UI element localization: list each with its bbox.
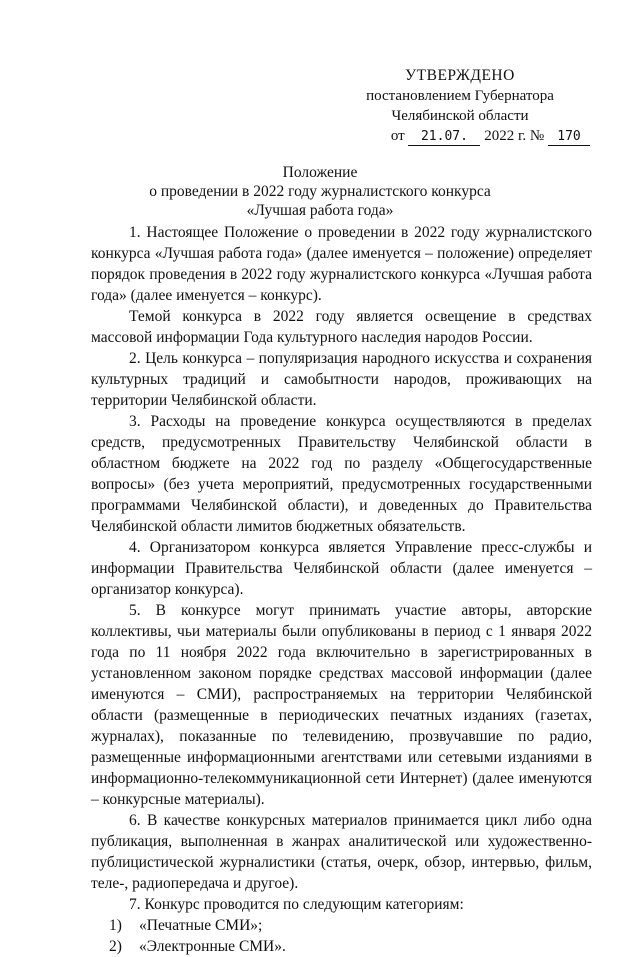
approval-stamp: УТВЕРЖДЕНО	[405, 67, 515, 84]
approval-block	[330, 66, 590, 146]
list-item-text: «Печатные СМИ»;	[139, 917, 263, 934]
approval-number: 170	[548, 129, 590, 146]
list-item-number: 1)	[109, 917, 122, 934]
paragraph-6: 6. В качестве конкурсных материалов принимается цикл либо одна публикация, выполненная в жанрах аналитической или художественно-публицистической журналистики (статья, очерк, обзор, интервью, фильм, теле-, радиопередача и другое).	[91, 812, 592, 892]
approval-line-2: Челябинской области	[391, 108, 529, 124]
list-item	[91, 936, 592, 957]
document-title	[70, 163, 570, 220]
approval-year: 2022 г. №	[484, 128, 545, 144]
paragraph-2: 2. Цель конкурса – популяризация народного искусства и сохранения культурных традиций и самобытности народов, проживающих на территории Челябинской области.	[91, 350, 592, 409]
approval-date-line	[330, 126, 590, 146]
paragraph-7: 7. Конкурс проводится по следующим категориям:	[129, 896, 464, 913]
paragraph-3: 3. Расходы на проведение конкурса осуществляются в пределах средств, предусмотренных Правительству Челябинской области в областном бюджете на 2022 год по разделу «Общегосударственные вопросы» (без учета мероприятий, предусмотренных государственными программами Челябинской области), и доведенных до Правительства Челябинской области лимитов бюджетных обязательств.	[91, 413, 592, 535]
title-line-1: Положение	[282, 164, 358, 181]
paragraph-5: 5. В конкурсе могут принимать участие авторы, авторские коллективы, чьи материалы были опубликованы в период с 1 января 2022 года по 11 ноября 2022 года включительно в зарегистрированных в установленном законом порядке средствах массовой информации (далее именуются – СМИ), распространяемых на территории Челябинской области (размещенные в периодических печатных изданиях (газетах, журналах), показанные по телевидению, прозвучавшие по радио, размещенные информационными агентствами или сетевыми изданиями в информационно-телекоммуникационной сети Интернет) (далее именуются – конкурсные материалы).	[91, 602, 592, 808]
paragraph-theme: Темой конкурса в 2022 году является освещение в средствах массовой информации Года культурного наследия народов России.	[91, 308, 592, 346]
approval-date: 21.07.	[408, 129, 480, 146]
title-line-2: о проведении в 2022 году журналистского конкурса	[149, 183, 491, 200]
paragraph-1: 1. Настоящее Положение о проведении в 2022 году журналистского конкурса «Лучшая работа года» (далее именуется – положение) определяет порядок проведения в 2022 году журналистского конкурса «Лучшая работа года» (далее именуется – конкурс).	[91, 224, 592, 304]
list-item-text: «Электронные СМИ».	[139, 938, 286, 955]
paragraph-4: 4. Организатором конкурса является Управление пресс-службы и информации Правительства Челябинской области (далее именуется – организатор конкурса).	[91, 539, 592, 598]
list-item	[91, 915, 592, 936]
document-body	[91, 222, 592, 957]
approval-line-1: постановлением Губернатора	[366, 88, 554, 104]
title-line-3: «Лучшая работа года»	[246, 202, 394, 219]
list-item-number: 2)	[109, 938, 122, 955]
approval-from: от	[390, 128, 405, 144]
